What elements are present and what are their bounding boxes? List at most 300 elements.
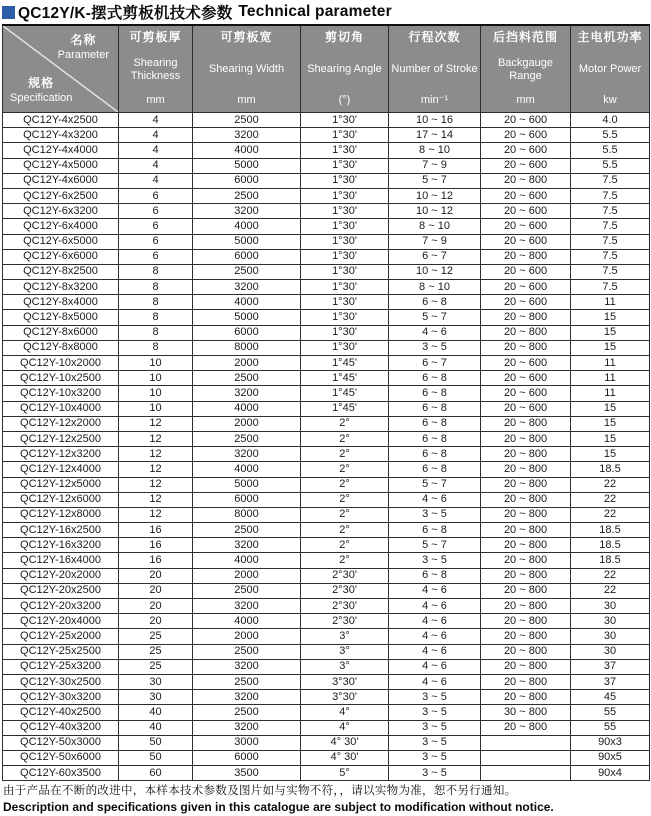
angle-cell: 4° 30' — [301, 735, 389, 750]
footer-note — [3, 784, 649, 815]
thickness-cell: 4 — [119, 128, 193, 143]
thickness-cell: 10 — [119, 386, 193, 401]
stroke-cell: 3 ~ 5 — [389, 766, 481, 781]
stroke-cell: 5 ~ 7 — [389, 538, 481, 553]
width-cell: 8000 — [193, 340, 301, 355]
width-cell: 4000 — [193, 553, 301, 568]
thickness-cell: 8 — [119, 325, 193, 340]
model-cell: QC12Y-4x5000 — [3, 158, 119, 173]
width-cell: 2500 — [193, 705, 301, 720]
power-cell: 45 — [571, 690, 650, 705]
table-row — [3, 492, 650, 507]
thickness-cell: 8 — [119, 280, 193, 295]
angle-cell: 2° — [301, 431, 389, 446]
thickness-cell: 30 — [119, 674, 193, 689]
width-cell: 5000 — [193, 477, 301, 492]
angle-cell: 2°30' — [301, 583, 389, 598]
stroke-cell: 4 ~ 6 — [389, 674, 481, 689]
stroke-cell: 10 ~ 12 — [389, 204, 481, 219]
power-cell: 37 — [571, 659, 650, 674]
thickness-cell: 50 — [119, 735, 193, 750]
table-row — [3, 583, 650, 598]
model-cell: QC12Y-8x4000 — [3, 295, 119, 310]
table-row — [3, 173, 650, 188]
thickness-cell: 6 — [119, 204, 193, 219]
power-cell: 18.5 — [571, 553, 650, 568]
parameter-table — [2, 24, 650, 781]
power-cell: 15 — [571, 340, 650, 355]
power-cell: 7.5 — [571, 280, 650, 295]
thickness-cell: 60 — [119, 766, 193, 781]
angle-cell: 1°30' — [301, 310, 389, 325]
stroke-cell: 3 ~ 5 — [389, 690, 481, 705]
thickness-cell: 12 — [119, 447, 193, 462]
backgauge-cell: 20 ~ 800 — [481, 340, 571, 355]
backgauge-cell: 20 ~ 800 — [481, 599, 571, 614]
backgauge-cell: 20 ~ 800 — [481, 462, 571, 477]
model-cell: QC12Y-4x3200 — [3, 128, 119, 143]
width-cell: 2500 — [193, 264, 301, 279]
backgauge-cell: 20 ~ 800 — [481, 416, 571, 431]
col-header-backgauge-range: 后挡料范围 Backgauge Range mm — [481, 25, 571, 113]
stroke-cell: 6 ~ 8 — [389, 462, 481, 477]
model-cell: QC12Y-50x3000 — [3, 735, 119, 750]
model-cell: QC12Y-4x4000 — [3, 143, 119, 158]
stroke-cell: 3 ~ 5 — [389, 705, 481, 720]
width-cell: 3200 — [193, 447, 301, 462]
model-cell: QC12Y-12x8000 — [3, 507, 119, 522]
stroke-cell: 8 ~ 10 — [389, 280, 481, 295]
model-cell: QC12Y-6x4000 — [3, 219, 119, 234]
backgauge-cell: 20 ~ 600 — [481, 158, 571, 173]
table-row — [3, 416, 650, 431]
power-cell: 18.5 — [571, 538, 650, 553]
backgauge-cell: 20 ~ 800 — [481, 538, 571, 553]
model-cell: QC12Y-8x6000 — [3, 325, 119, 340]
angle-cell: 1°30' — [301, 204, 389, 219]
angle-cell: 1°30' — [301, 113, 389, 128]
backgauge-cell: 20 ~ 800 — [481, 720, 571, 735]
backgauge-cell: 20 ~ 800 — [481, 310, 571, 325]
angle-cell: 1°45' — [301, 356, 389, 371]
stroke-cell: 3 ~ 5 — [389, 507, 481, 522]
table-row — [3, 523, 650, 538]
stroke-cell: 7 ~ 9 — [389, 158, 481, 173]
width-cell: 8000 — [193, 507, 301, 522]
power-cell: 7.5 — [571, 188, 650, 203]
corner-parameter-label: 名称 Parameter — [57, 33, 109, 62]
table-row — [3, 553, 650, 568]
width-cell: 4000 — [193, 143, 301, 158]
thickness-cell: 25 — [119, 629, 193, 644]
backgauge-cell: 20 ~ 800 — [481, 249, 571, 264]
model-cell: QC12Y-12x5000 — [3, 477, 119, 492]
table-row — [3, 143, 650, 158]
angle-cell: 1°30' — [301, 128, 389, 143]
table-row — [3, 264, 650, 279]
model-cell: QC12Y-12x4000 — [3, 462, 119, 477]
model-cell: QC12Y-60x3500 — [3, 766, 119, 781]
width-cell: 6000 — [193, 325, 301, 340]
width-cell: 2500 — [193, 523, 301, 538]
power-cell: 30 — [571, 644, 650, 659]
thickness-cell: 10 — [119, 356, 193, 371]
model-cell: QC12Y-12x6000 — [3, 492, 119, 507]
angle-cell: 1°30' — [301, 295, 389, 310]
angle-cell: 1°30' — [301, 325, 389, 340]
angle-cell: 1°45' — [301, 371, 389, 386]
stroke-cell: 4 ~ 6 — [389, 583, 481, 598]
thickness-cell: 16 — [119, 553, 193, 568]
backgauge-cell: 20 ~ 800 — [481, 659, 571, 674]
table-row — [3, 507, 650, 522]
stroke-cell: 6 ~ 8 — [389, 568, 481, 583]
power-cell: 5.5 — [571, 128, 650, 143]
model-cell: QC12Y-12x2500 — [3, 431, 119, 446]
stroke-cell: 3 ~ 5 — [389, 750, 481, 765]
model-cell: QC12Y-20x2000 — [3, 568, 119, 583]
backgauge-cell: 20 ~ 800 — [481, 507, 571, 522]
backgauge-cell: 20 ~ 800 — [481, 674, 571, 689]
model-cell: QC12Y-8x2500 — [3, 264, 119, 279]
angle-cell: 1°30' — [301, 173, 389, 188]
backgauge-cell: 20 ~ 800 — [481, 492, 571, 507]
thickness-cell: 12 — [119, 431, 193, 446]
angle-cell: 1°30' — [301, 249, 389, 264]
model-cell: QC12Y-4x6000 — [3, 173, 119, 188]
angle-cell: 2°30' — [301, 568, 389, 583]
stroke-cell: 4 ~ 6 — [389, 659, 481, 674]
width-cell: 2500 — [193, 188, 301, 203]
stroke-cell: 10 ~ 16 — [389, 113, 481, 128]
stroke-cell: 6 ~ 8 — [389, 386, 481, 401]
width-cell: 4000 — [193, 401, 301, 416]
thickness-cell: 12 — [119, 462, 193, 477]
thickness-cell: 12 — [119, 492, 193, 507]
thickness-cell: 20 — [119, 614, 193, 629]
power-cell: 11 — [571, 295, 650, 310]
table-row — [3, 766, 650, 781]
table-row — [3, 614, 650, 629]
table-row — [3, 477, 650, 492]
angle-cell: 2° — [301, 447, 389, 462]
angle-cell: 2° — [301, 416, 389, 431]
width-cell: 2000 — [193, 629, 301, 644]
angle-cell: 1°30' — [301, 280, 389, 295]
thickness-cell: 6 — [119, 249, 193, 264]
width-cell: 3000 — [193, 735, 301, 750]
table-row — [3, 401, 650, 416]
backgauge-cell: 20 ~ 800 — [481, 173, 571, 188]
width-cell: 3200 — [193, 538, 301, 553]
backgauge-cell: 20 ~ 800 — [481, 523, 571, 538]
width-cell: 2500 — [193, 113, 301, 128]
thickness-cell: 6 — [119, 234, 193, 249]
model-cell: QC12Y-4x2500 — [3, 113, 119, 128]
stroke-cell: 5 ~ 7 — [389, 310, 481, 325]
thickness-cell: 50 — [119, 750, 193, 765]
stroke-cell: 3 ~ 5 — [389, 720, 481, 735]
angle-cell: 1°30' — [301, 143, 389, 158]
table-row — [3, 219, 650, 234]
thickness-cell: 6 — [119, 188, 193, 203]
thickness-cell: 12 — [119, 507, 193, 522]
thickness-cell: 20 — [119, 599, 193, 614]
thickness-cell: 40 — [119, 720, 193, 735]
backgauge-cell — [481, 750, 571, 765]
footer-note-en: Description and specifications given in this catalogue are subject to modification without notice. — [3, 799, 554, 814]
stroke-cell: 17 ~ 14 — [389, 128, 481, 143]
backgauge-cell: 20 ~ 800 — [481, 614, 571, 629]
angle-cell: 2°30' — [301, 614, 389, 629]
backgauge-cell: 20 ~ 800 — [481, 325, 571, 340]
stroke-cell: 4 ~ 6 — [389, 614, 481, 629]
power-cell: 30 — [571, 614, 650, 629]
stroke-cell: 7 ~ 9 — [389, 234, 481, 249]
angle-cell: 4° — [301, 720, 389, 735]
width-cell: 2500 — [193, 644, 301, 659]
table-row — [3, 599, 650, 614]
table-row — [3, 234, 650, 249]
table-row — [3, 447, 650, 462]
model-cell: QC12Y-30x2500 — [3, 674, 119, 689]
width-cell: 6000 — [193, 750, 301, 765]
width-cell: 4000 — [193, 614, 301, 629]
power-cell: 90x4 — [571, 766, 650, 781]
footer-note-zh: 由于产品在不断的改进中，本样本技术参数及图片如与实物不符，，请以实物为准，恕不另行通知。 — [3, 785, 517, 798]
width-cell: 2500 — [193, 674, 301, 689]
model-cell: QC12Y-20x2500 — [3, 583, 119, 598]
power-cell: 15 — [571, 401, 650, 416]
table-row — [3, 690, 650, 705]
angle-cell: 2° — [301, 538, 389, 553]
table-row — [3, 249, 650, 264]
table-row — [3, 629, 650, 644]
width-cell: 4000 — [193, 295, 301, 310]
table-row — [3, 386, 650, 401]
stroke-cell: 6 ~ 8 — [389, 523, 481, 538]
model-cell: QC12Y-6x2500 — [3, 188, 119, 203]
width-cell: 3200 — [193, 128, 301, 143]
table-row — [3, 340, 650, 355]
backgauge-cell: 30 ~ 800 — [481, 705, 571, 720]
power-cell: 37 — [571, 674, 650, 689]
model-cell: QC12Y-50x6000 — [3, 750, 119, 765]
model-cell: QC12Y-20x4000 — [3, 614, 119, 629]
power-cell: 7.5 — [571, 219, 650, 234]
table-row — [3, 113, 650, 128]
thickness-cell: 10 — [119, 401, 193, 416]
power-cell: 15 — [571, 431, 650, 446]
model-cell: QC12Y-10x2000 — [3, 356, 119, 371]
thickness-cell: 4 — [119, 173, 193, 188]
model-cell: QC12Y-10x4000 — [3, 401, 119, 416]
model-cell: QC12Y-6x5000 — [3, 234, 119, 249]
width-cell: 3200 — [193, 690, 301, 705]
backgauge-cell: 20 ~ 600 — [481, 143, 571, 158]
page-title-en: Technical parameter — [238, 3, 392, 20]
table-row — [3, 188, 650, 203]
angle-cell: 5° — [301, 766, 389, 781]
model-cell: QC12Y-6x3200 — [3, 204, 119, 219]
stroke-cell: 5 ~ 7 — [389, 173, 481, 188]
power-cell: 15 — [571, 325, 650, 340]
backgauge-cell: 20 ~ 800 — [481, 553, 571, 568]
table-row — [3, 735, 650, 750]
angle-cell: 1°45' — [301, 386, 389, 401]
thickness-cell: 16 — [119, 538, 193, 553]
stroke-cell: 6 ~ 8 — [389, 295, 481, 310]
table-row — [3, 644, 650, 659]
width-cell: 3200 — [193, 599, 301, 614]
model-cell: QC12Y-8x5000 — [3, 310, 119, 325]
power-cell: 22 — [571, 583, 650, 598]
width-cell: 3500 — [193, 766, 301, 781]
thickness-cell: 6 — [119, 219, 193, 234]
backgauge-cell: 20 ~ 800 — [481, 629, 571, 644]
power-cell: 15 — [571, 310, 650, 325]
model-cell: QC12Y-40x3200 — [3, 720, 119, 735]
power-cell: 5.5 — [571, 158, 650, 173]
backgauge-cell — [481, 766, 571, 781]
corner-specification-label: 规格 Specification — [10, 75, 73, 105]
backgauge-cell: 20 ~ 600 — [481, 371, 571, 386]
angle-cell: 2° — [301, 507, 389, 522]
col-header-motor-power: 主电机功率 Motor Power kw — [571, 25, 650, 113]
backgauge-cell: 20 ~ 600 — [481, 234, 571, 249]
power-cell: 22 — [571, 477, 650, 492]
backgauge-cell: 20 ~ 600 — [481, 356, 571, 371]
model-cell: QC12Y-12x3200 — [3, 447, 119, 462]
stroke-cell: 3 ~ 5 — [389, 340, 481, 355]
backgauge-cell: 20 ~ 600 — [481, 386, 571, 401]
width-cell: 2000 — [193, 356, 301, 371]
stroke-cell: 8 ~ 10 — [389, 219, 481, 234]
power-cell: 22 — [571, 492, 650, 507]
stroke-cell: 6 ~ 8 — [389, 371, 481, 386]
model-cell: QC12Y-40x2500 — [3, 705, 119, 720]
stroke-cell: 8 ~ 10 — [389, 143, 481, 158]
col-header-shearing-thickness: 可剪板厚 Shearing Thickness mm — [119, 25, 193, 113]
width-cell: 2500 — [193, 431, 301, 446]
stroke-cell: 6 ~ 7 — [389, 249, 481, 264]
backgauge-cell: 20 ~ 600 — [481, 204, 571, 219]
angle-cell: 2°30' — [301, 599, 389, 614]
width-cell: 3200 — [193, 386, 301, 401]
power-cell: 4.0 — [571, 113, 650, 128]
stroke-cell: 4 ~ 6 — [389, 492, 481, 507]
angle-cell: 4° — [301, 705, 389, 720]
width-cell: 2500 — [193, 583, 301, 598]
header-row — [3, 25, 650, 113]
backgauge-cell: 20 ~ 600 — [481, 128, 571, 143]
thickness-cell: 12 — [119, 477, 193, 492]
model-cell: QC12Y-16x4000 — [3, 553, 119, 568]
power-cell: 11 — [571, 356, 650, 371]
table-row — [3, 158, 650, 173]
table-row — [3, 295, 650, 310]
table-row — [3, 659, 650, 674]
table-row — [3, 538, 650, 553]
width-cell: 5000 — [193, 310, 301, 325]
thickness-cell: 8 — [119, 340, 193, 355]
table-body — [3, 113, 650, 781]
backgauge-cell: 20 ~ 600 — [481, 280, 571, 295]
stroke-cell: 4 ~ 6 — [389, 325, 481, 340]
stroke-cell: 6 ~ 8 — [389, 431, 481, 446]
thickness-cell: 25 — [119, 644, 193, 659]
backgauge-cell: 20 ~ 600 — [481, 264, 571, 279]
thickness-cell: 4 — [119, 143, 193, 158]
model-cell: QC12Y-20x3200 — [3, 599, 119, 614]
thickness-cell: 10 — [119, 371, 193, 386]
power-cell: 18.5 — [571, 523, 650, 538]
col-header-shearing-angle: 剪切角 Shearing Angle (°) — [301, 25, 389, 113]
power-cell: 11 — [571, 371, 650, 386]
model-cell: QC12Y-8x8000 — [3, 340, 119, 355]
stroke-cell: 6 ~ 8 — [389, 401, 481, 416]
table-row — [3, 128, 650, 143]
title-square-icon — [2, 6, 15, 19]
stroke-cell: 5 ~ 7 — [389, 477, 481, 492]
angle-cell: 2° — [301, 477, 389, 492]
backgauge-cell: 20 ~ 600 — [481, 219, 571, 234]
power-cell: 11 — [571, 386, 650, 401]
stroke-cell: 6 ~ 8 — [389, 447, 481, 462]
stroke-cell: 6 ~ 8 — [389, 416, 481, 431]
angle-cell: 3° — [301, 629, 389, 644]
power-cell: 15 — [571, 447, 650, 462]
table-row — [3, 750, 650, 765]
stroke-cell: 3 ~ 5 — [389, 553, 481, 568]
thickness-cell: 8 — [119, 310, 193, 325]
angle-cell: 1°30' — [301, 158, 389, 173]
power-cell: 7.5 — [571, 249, 650, 264]
angle-cell: 3° — [301, 644, 389, 659]
thickness-cell: 20 — [119, 568, 193, 583]
thickness-cell: 4 — [119, 158, 193, 173]
table-row — [3, 371, 650, 386]
table-row — [3, 720, 650, 735]
thickness-cell: 25 — [119, 659, 193, 674]
thickness-cell: 30 — [119, 690, 193, 705]
table-row — [3, 462, 650, 477]
angle-cell: 2° — [301, 553, 389, 568]
width-cell: 6000 — [193, 173, 301, 188]
model-cell: QC12Y-16x3200 — [3, 538, 119, 553]
backgauge-cell: 20 ~ 800 — [481, 583, 571, 598]
model-cell: QC12Y-16x2500 — [3, 523, 119, 538]
model-cell: QC12Y-25x2000 — [3, 629, 119, 644]
thickness-cell: 12 — [119, 416, 193, 431]
stroke-cell: 10 ~ 12 — [389, 188, 481, 203]
power-cell: 55 — [571, 720, 650, 735]
width-cell: 6000 — [193, 249, 301, 264]
power-cell: 22 — [571, 507, 650, 522]
angle-cell: 1°30' — [301, 219, 389, 234]
width-cell: 5000 — [193, 234, 301, 249]
table-row — [3, 204, 650, 219]
table-row — [3, 568, 650, 583]
table-row — [3, 674, 650, 689]
backgauge-cell: 20 ~ 600 — [481, 401, 571, 416]
angle-cell: 4° 30' — [301, 750, 389, 765]
col-header-shearing-width: 可剪板宽 Shearing Width mm — [193, 25, 301, 113]
model-cell: QC12Y-6x6000 — [3, 249, 119, 264]
page-title-zh: QC12Y/K-摆式剪板机技术参数 — [18, 5, 233, 22]
power-cell: 90x5 — [571, 750, 650, 765]
width-cell: 3200 — [193, 720, 301, 735]
